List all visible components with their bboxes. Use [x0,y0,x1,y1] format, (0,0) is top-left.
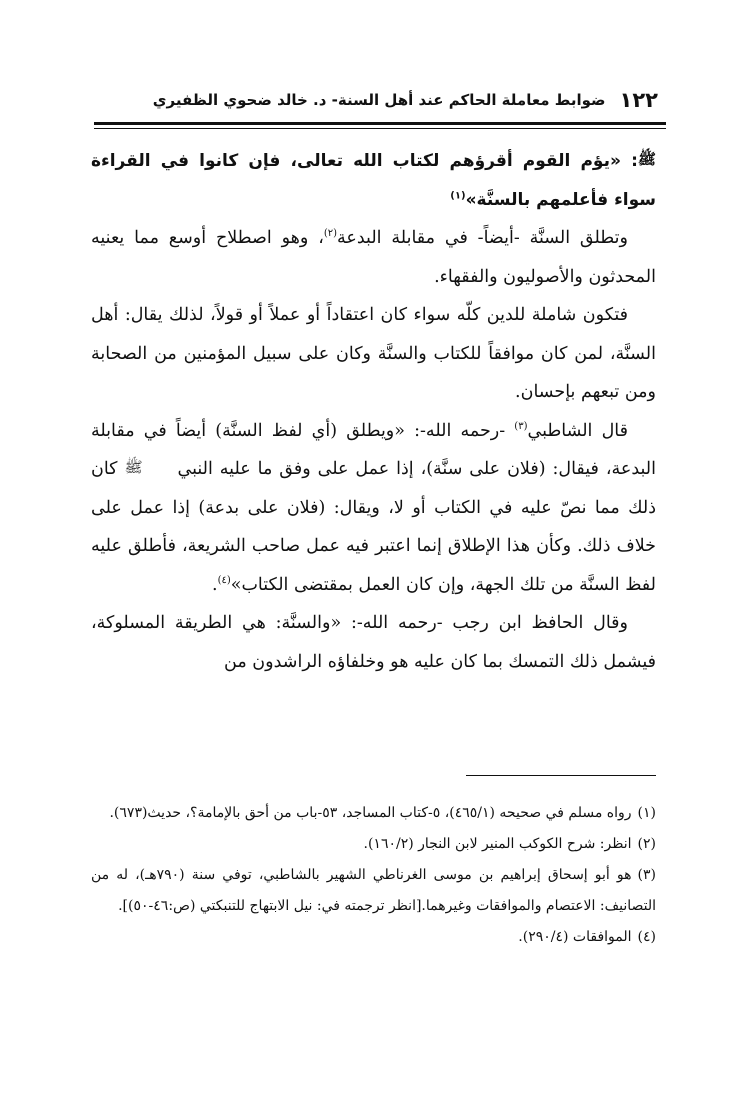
main-text [91,142,656,681]
footnote-text: الموافقات (٢٩٠/٤). [518,929,632,945]
footnote-number: (٣) [637,867,657,883]
hadith-quote-text: : «يؤم القوم أقرؤهم لكتاب الله تعالى، فإن كانوا في القراءة سواء فأعلمهم بالسنَّة» [91,151,656,210]
footnote-number: (٢) [637,836,656,852]
header-rule-thin [94,128,666,129]
footnote-ref-2[interactable]: (٢) [323,228,338,240]
header-rule-thick [94,122,666,125]
footnote-ref-1[interactable]: (١) [450,189,466,201]
shatibi-text-b: -رحمه الله-: «ويطلق (أي لفظ السنَّة) أيضاً في مقابلة البدعة، فيقال: (فلان على سنَّة)، إذا عمل على وفق ما عليه النبي [91,420,656,479]
footnote-4 [91,922,656,953]
paragraph-sunnah-bidah-text-a: وتطلق السنَّة -أيضاً- في مقابلة البدعة [337,228,628,248]
footnote-number: (١) [637,805,656,821]
paragraph-shatibi-quote [91,412,656,605]
footnote-number: (٤) [637,929,656,945]
footnote-1 [91,798,656,829]
footnote-text: انظر: شرح الكوكب المنير لابن النجار (١٦٠/٢). [363,836,632,852]
paragraph-ahl-sunnah-text: فتكون شاملة للدين كلّه سواء كان اعتقاداً أو عملاً أو قولاً، لذلك يقال: أهل السنَّة، لمن كان موافقاً للكتاب والسنَّة وكان على سبيل المؤمنين من الصحابة ومن تبعهم بإحسان. [91,305,656,402]
hadith-quote-paragraph [91,142,656,219]
footnote-3 [91,860,656,922]
footnote-separator [466,775,656,776]
footnote-ref-4[interactable]: (٤) [217,574,231,586]
paragraph-sunnah-bidah-text-b: ، وهو اصطلاح أوسع مما يعنيه المحدثون والأصوليون والفقهاء. [91,228,656,287]
salutation-glyph-2: ﷺ [124,458,143,476]
paragraph-ibn-rajab-quote [91,604,656,681]
shatibi-end: . [211,574,218,595]
footnote-ref-3[interactable]: (٣) [514,420,528,432]
footnote-2 [91,829,656,860]
shatibi-text-c: كان ذلك مما نصّ عليه في الكتاب أو لا، ويقال: (فلان على بدعة) إذا عمل على خلاف ذلك. وكأن هذا الإطلاق إنما اعتبر فيه عمل صاحب الشريعة، فأطلق عليه لفظ السنَّة من تلك الجهة، وإن كان العمل بمقتضى الكتاب» [91,459,656,595]
page-number: ١٢٢ [619,88,658,112]
running-title: ضوابط معاملة الحاكم عند أهل السنة- د. خالد ضحوي الظفيري [152,91,606,109]
paragraph-ahl-sunnah [91,296,656,412]
paragraph-sunnah-bidah [91,219,656,296]
ibn-rajab-text: وقال الحافظ ابن رجب -رحمه الله-: «والسنَّة: هي الطريقة المسلوكة، فيشمل ذلك التمسك بما كان عليه هو وخلفاؤه الراشدون من [91,613,656,672]
footnote-text: هو أبو إسحاق إبراهيم بن موسى الغرناطي الشهير بالشاطبي، توفي سنة (٧٩٠هـ)، له من التصانيف: الاعتصام والموافقات وغيرهما.[انظر ترجمته في: نيل الابتهاج للتنبكتي (ص:٤٦-٥٠)]. [91,867,656,914]
shatibi-text-a: قال الشاطبي [527,420,628,441]
page-header [88,84,658,116]
footnotes [91,798,656,953]
footnote-text: رواه مسلم في صحيحه (٤٦٥/١)، ٥-كتاب المساجد، ٥٣-باب من أحق بالإمامة؟، حديث(٦٧٣). [109,805,632,821]
salutation-glyph: ﷺ [637,150,656,168]
